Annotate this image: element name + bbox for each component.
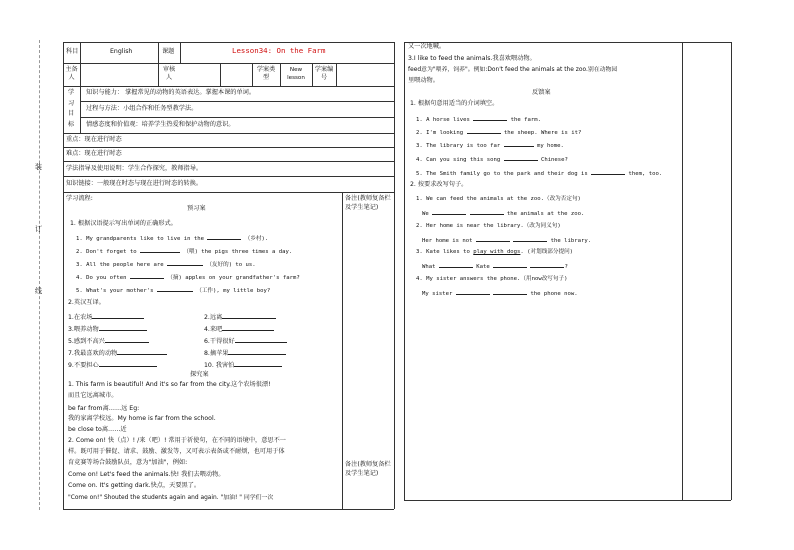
explore-line: 而且它远离城市。 [68,392,118,399]
cont-line: 3.I like to feed the animals.我喜欢喂动物。 [408,55,536,62]
key-point: 重点：现在进行时态 [66,136,122,143]
lesson-title: Lesson34: On the Farm [232,46,326,55]
note-label-bottom: 备注(教师复备栏及学生笔记) [345,461,391,477]
fb2-question: 1. We can feed the animals at the zoo.（改为否定句) [416,196,581,202]
q1-item: 4. Do you often （摘) apples on your grandfather's farm? [76,272,300,282]
cont-line: 又一次地喊。 [408,43,446,50]
goals-side-label: 学习目标 [68,89,75,128]
fb1-title: 1. 根据句意用适当的介词填空。 [410,100,499,107]
fb2-question: 4. My sister answers the phone.（用now改写句子) [416,276,568,282]
explore-line: Come on! Let's feed the animals.快! 我们去喂动物。 [68,471,225,478]
q2-title: 2.英汉互译。 [68,299,105,306]
method-guide: 学法指导及使用说明：学生合作探究，教师指导。 [66,165,203,172]
q2-item: 9.不要担心 [68,360,157,370]
q1-item: 3. All the people here are （友好的) to us. [76,259,256,269]
q2-item: 4.来吧 [204,324,274,334]
q1-title: 1. 根据汉语提示写出单词的正确形式。 [70,220,177,227]
subject-label: 科目 [66,48,79,55]
q2-item: 2.远离 [204,312,276,322]
binding-char-1: 装 [35,163,42,171]
feedback-title: 反馈案 [532,89,551,96]
cont-line: feed意为"喂养，饲养"。例如:Don't feed the animals at the zoo.别在动物园 [408,67,618,73]
explore-line: 2. Come on! 快（点）! /来（吧）! 常用于祈使句，在不同的语境中，意思不一 [68,437,286,444]
fb2-answer: We the animals at the zoo. [422,208,584,218]
difficulty: 难点：现在进行时态 [66,150,122,157]
reviewer-label: 审核人 [162,66,176,81]
fb2-answer: Her home is not the library. [422,235,591,245]
q2-item: 5.感到不高兴 [68,336,149,346]
fb1-item: 4. Can you sing this song Chinese? [416,154,568,164]
fb2-question: 2. Her home is near the library.（改为同义句) [416,223,561,229]
goal-process: 过程与方法：小组合作和任务型教学法。 [86,105,198,112]
q2-item: 6.干得很好 [204,336,287,346]
subject-value: English [110,48,133,55]
fb1-item: 3. The library is too far my home. [416,140,564,150]
explore-line: 样。既可用于催促、请求、鼓励、激发等，又可表示表备或不耐烦，也可用于体 [68,448,285,455]
q1-item: 2. Don't forget to （喂) the pigs three times a day. [76,246,292,256]
fb1-item: 2. I'm looking the sheep. Where is it? [416,127,581,137]
q2-item: 8.摘苹果 [204,348,286,358]
q2-item: 1.在农场 [68,312,144,322]
q1-item: 5. What's your mother's （工作), my little boy? [76,285,270,295]
fb2-question: 3. Kate likes to play with dogs. (对划线部分提问) [416,249,574,255]
fb2-answer: What Kate ? [422,261,568,271]
explore-line: "Come on!" Shouted the students again and again. "加油! " 同学们一次 [68,495,274,501]
explore-line: be close to离……近 [68,426,127,433]
goal-emotion: 情感态度和价值观：培养学生热爱和保护动物的意识。 [86,121,235,128]
explore-line: 1. This farm is beautiful! And it's so far from the city.这个农场很漂! [68,381,271,388]
fb2-answer: My sister the phone now. [422,288,578,298]
fb1-item: 5. The Smith family go to the park and their dog is them, too. [416,168,662,178]
preview-title: 预习案 [187,205,206,212]
process-title: 学习流程: [66,195,93,202]
explore-line: be far from离……远 Eg: [68,405,140,412]
q1-item: 1. My grandparents like to live in the （乡村). [76,233,268,243]
type-label: 学案类型 [256,66,276,81]
type-value: New lesson [287,67,305,81]
binding-char-2: 订 [35,225,42,233]
explore-line: 我的家离学校远。My home is far from the school. [68,415,216,422]
fb2-title: 2. 按要求改写句子。 [410,181,468,188]
cont-line: 里喂动物。 [408,77,439,84]
knowledge-link: 知识链接：一般现在时态与现在进行时态的转换。 [66,180,203,187]
q2-item: 7.我最喜欢的动物 [68,348,167,358]
preparer-label: 主备人 [65,66,78,81]
topic-label: 课题 [162,48,175,55]
explore-line: Come on. It's getting dark.快点，天要黑了。 [68,482,201,489]
q2-item: 10. 我害怕 [204,360,282,370]
explore-line: 育竞赛等场合鼓励队员，意为"加油"，例如: [68,459,188,466]
binding-char-3: 线 [35,287,42,295]
binding-line [39,40,40,510]
explore-title: 探究案 [190,371,209,378]
goal-knowledge: 知识与能力： 掌握常见的动物的英语表达。掌握本课的单词。 [86,89,256,96]
note-label-top: 备注(教师复备栏及学生笔记) [345,195,391,211]
q2-item: 3.喂养动物 [68,324,147,334]
fb1-item: 1. A horse lives the farm. [416,114,541,124]
number-label: 学案编号 [314,66,334,81]
